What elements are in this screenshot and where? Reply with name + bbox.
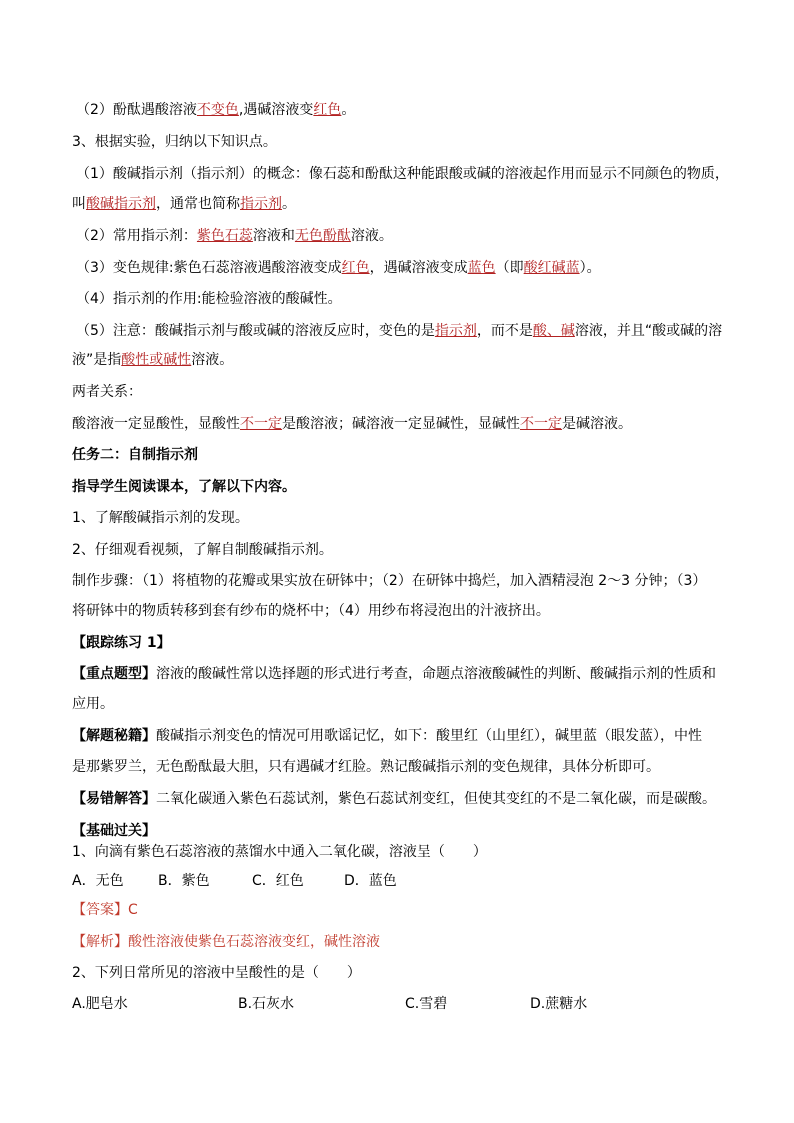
question-stem: 1、向滴有紫色石蕊溶液的蒸馏水中通入二氧化碳，溶液呈（ ）: [72, 844, 487, 860]
option-c: C．红色: [252, 873, 304, 889]
option-d: D．蓝色: [344, 873, 397, 889]
text-line: 两者关系：: [72, 384, 142, 400]
answer-blank: 不一定: [240, 416, 282, 432]
analysis-line: 【解析】酸性溶液使紫色石蕊溶液变红，碱性溶液: [72, 934, 380, 950]
option-a: A．无色: [72, 873, 124, 889]
answer-blank: 不变色: [196, 102, 239, 118]
text-line: 应用。: [72, 696, 114, 712]
answer-blank: 红色: [341, 260, 370, 276]
text-line: 将研钵中的物质转移到套有纱布的烧杯中；（4）用纱布将浸泡出的汁液挤出。: [72, 603, 550, 619]
answer-blank: 无色酚酞: [294, 228, 351, 244]
answer-blank: 酸碱指示剂: [86, 196, 156, 212]
answer-blank: 红色: [313, 102, 342, 118]
answer-blank: 蓝色: [467, 260, 496, 276]
option-a: A.肥皂水: [72, 996, 128, 1012]
text-line: 【重点题型】溶液的酸碱性常以选择题的形式进行考查，命题点溶液酸碱性的判断、酸碱指示剂的性质和: [72, 666, 716, 682]
instruction-heading: 指导学生阅读课本，了解以下内容。: [72, 479, 296, 495]
text-line: 制作步骤：（1）将植物的花瓣或果实放在研钵中；（2）在研钵中捣烂，加入酒精浸泡 2～3 分钟；（3）: [72, 573, 707, 589]
question-stem: 2、下列日常所见的溶液中呈酸性的是（ ）: [72, 965, 361, 981]
text-line: 液”是指酸性或碱性溶液。: [72, 352, 234, 368]
answer-blank: 酸红碱蓝: [523, 260, 580, 276]
text-line: （3）变色规律:紫色石蕊溶液遇酸溶液变成红色，遇碱溶液变成蓝色（即酸红碱蓝）。: [76, 260, 601, 276]
exercise-heading: 【跟踪练习 1】: [72, 635, 171, 651]
answer-blank: 不一定: [520, 416, 562, 432]
task-heading: 任务二：自制指示剂: [72, 447, 198, 463]
error-label: 【易错解答】: [72, 791, 156, 807]
answer-line: 【答案】C: [72, 902, 138, 918]
text-line: 1、了解酸碱指示剂的发现。: [72, 510, 249, 526]
text-line: （2）酚酞遇酸溶液不变色,遇碱溶液变红色。: [76, 102, 356, 118]
basics-heading: 【基础过关】: [72, 823, 156, 839]
text-line: 2、仔细观看视频，了解自制酸碱指示剂。: [72, 542, 333, 558]
answer-blank: 指示剂: [240, 196, 282, 212]
option-d: D.蔗糖水: [530, 996, 588, 1012]
text-line: 是那紫罗兰，无色酚酞最大胆，只有遇碱才红脸。熟记酸碱指示剂的变色规律，具体分析即可。: [72, 759, 660, 775]
text-line: 酸溶液一定显酸性，显酸性不一定是酸溶液；碱溶液一定显碱性，显碱性不一定是碱溶液。: [72, 416, 632, 432]
option-b: B．紫色: [158, 873, 210, 889]
text-line: 【解题秘籍】酸碱指示剂变色的情况可用歌谣记忆，如下：酸里红（山里红），碱里蓝（眼发蓝），中性: [72, 728, 702, 744]
answer-blank: 酸、碱: [532, 323, 575, 339]
answer-blank: 酸性或碱性: [121, 352, 192, 368]
tips-label: 【解题秘籍】: [72, 728, 156, 744]
answer-blank: 指示剂: [434, 323, 477, 339]
option-b: B.石灰水: [238, 996, 295, 1012]
text-line: （4）指示剂的作用:能检验溶液的酸碱性。: [76, 291, 342, 307]
text-line: （5）注意：酸碱指示剂与酸或碱的溶液反应时，变色的是指示剂，而不是酸、碱溶液，并且“酸或碱的溶: [76, 323, 723, 339]
option-c: C.雪碧: [405, 996, 448, 1012]
text-line: 【易错解答】二氧化碳通入紫色石蕊试剂，紫色石蕊试剂变红，但使其变红的不是二氧化碳，而是碳酸。: [72, 791, 716, 807]
key-type-label: 【重点题型】: [72, 666, 156, 682]
answer-blank: 紫色石蕊: [196, 228, 253, 244]
text-line: 叫酸碱指示剂，通常也简称指示剂。: [72, 196, 296, 212]
section-heading: 3、根据实验，归纳以下知识点。: [72, 134, 277, 150]
text-line: （1）酸碱指示剂（指示剂）的概念：像石蕊和酚酞这种能跟酸或碱的溶液起作用而显示不同颜色的物质，: [76, 166, 729, 182]
text-line: （2）常用指示剂：紫色石蕊溶液和无色酚酞溶液。: [76, 228, 393, 244]
